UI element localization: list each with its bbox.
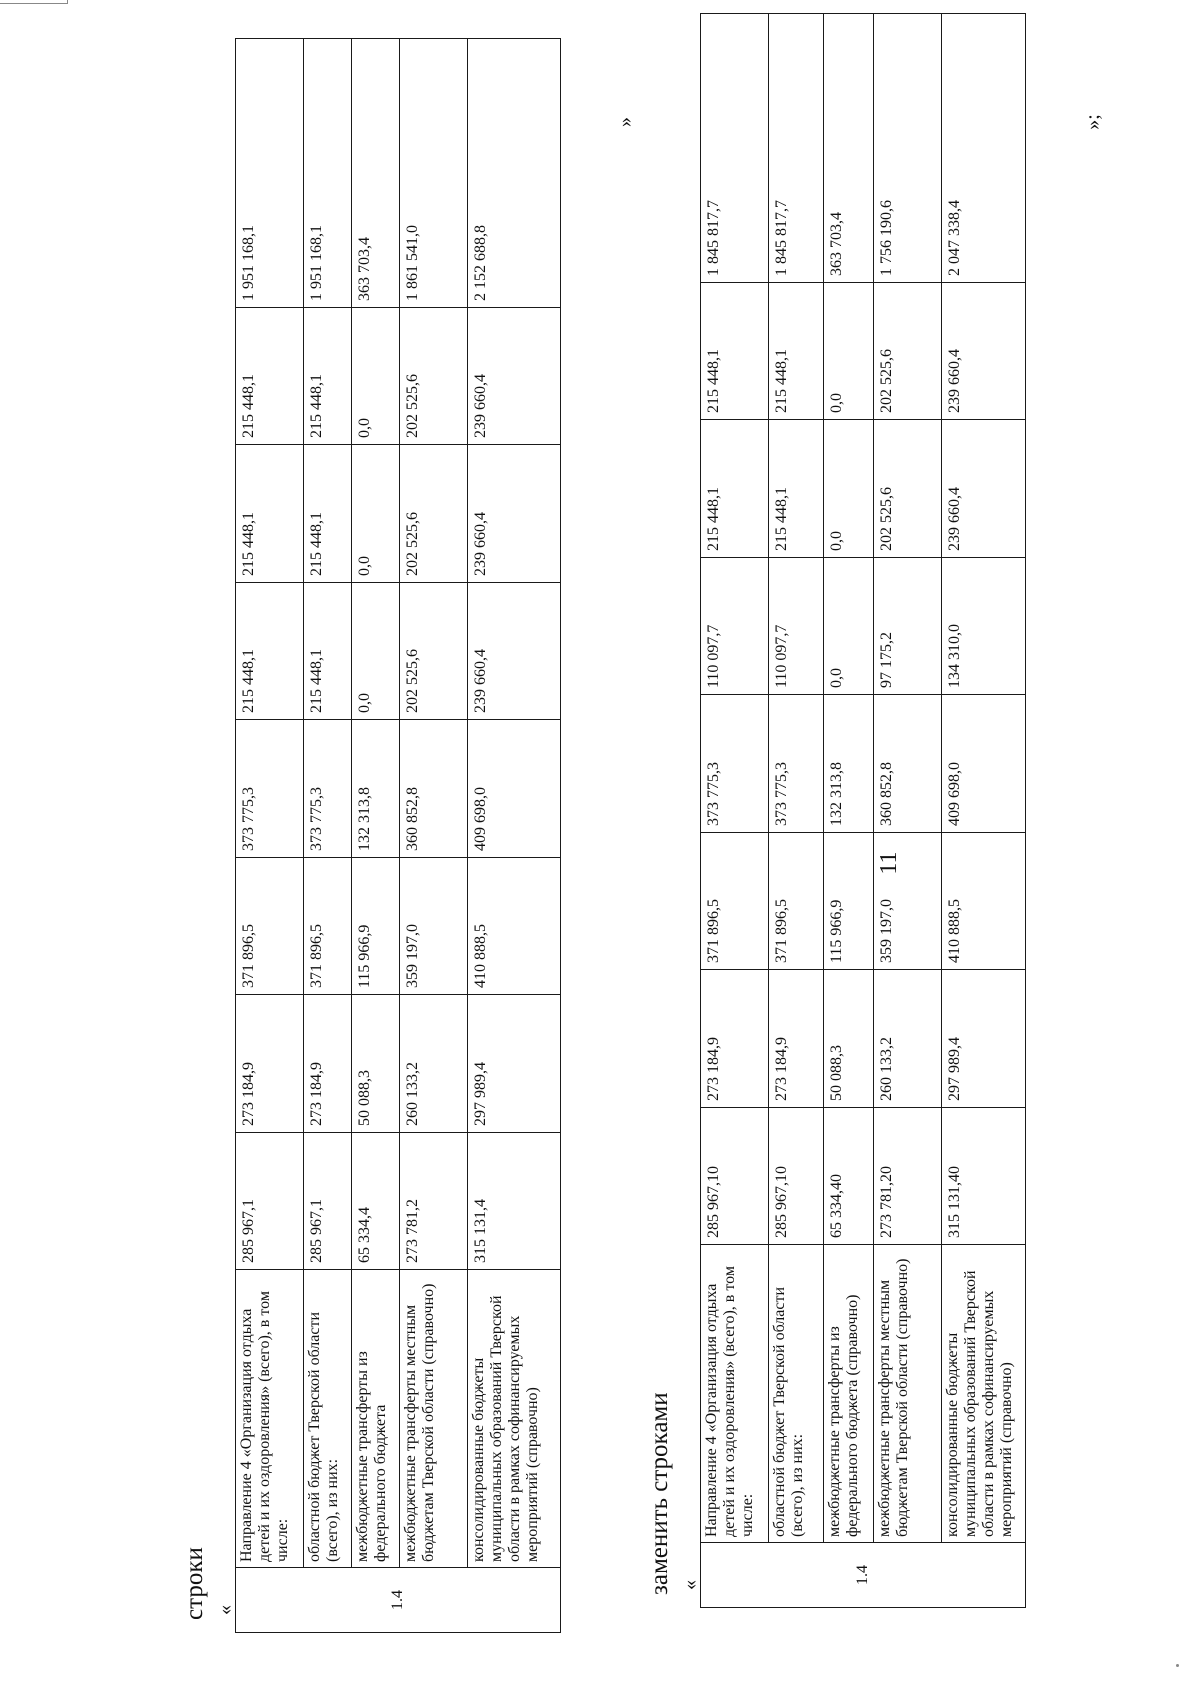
row-label: областной бюджет Тверской области (всего), из них: xyxy=(304,1270,352,1568)
row-label: консолидированные бюджеты муниципальных образований Тверской области в рамках софинансируемых мероприятий (справочно) xyxy=(942,1245,1026,1543)
value-cell: 410 888,5 xyxy=(942,833,1026,970)
table-row xyxy=(874,14,942,1608)
table-row xyxy=(942,14,1026,1608)
value-cell: 285 967,10 xyxy=(701,1108,769,1245)
value-cell: 273 781,20 xyxy=(874,1108,942,1245)
row-label: межбюджетные трансферты из федерального бюджета (справочно) xyxy=(824,1245,874,1543)
table-row xyxy=(304,39,352,1633)
table-row xyxy=(769,14,824,1608)
value-cell: 132 313,8 xyxy=(352,720,400,858)
row-label: Направление 4 «Организация отдыха детей и их оздоровления» (всего), в том числе: xyxy=(236,1270,304,1568)
row-number: 1.4 xyxy=(236,1568,561,1633)
scan-dot-mark xyxy=(1176,1664,1179,1667)
value-cell: 239 660,4 xyxy=(468,583,561,720)
value-cell: 260 133,2 xyxy=(400,995,468,1133)
open-quote: « xyxy=(679,1580,701,1590)
value-cell: 239 660,4 xyxy=(468,308,561,445)
table-row xyxy=(701,14,769,1608)
value-cell: 273 184,9 xyxy=(769,970,824,1108)
value-cell: 0,0 xyxy=(824,420,874,558)
section-heading-block xyxy=(180,39,235,1633)
row-label: Направление 4 «Организация отдыха детей и их оздоровления» (всего), в том числе: xyxy=(701,1245,769,1543)
section-replacement xyxy=(645,14,1025,1608)
value-cell: 202 525,6 xyxy=(400,583,468,720)
row-label: областной бюджет Тверской области (всего), из них: xyxy=(769,1245,824,1543)
value-cell: 373 775,3 xyxy=(769,695,824,833)
value-cell: 97 175,2 xyxy=(874,558,942,695)
value-cell: 215 448,1 xyxy=(236,445,304,583)
value-cell: 260 133,2 xyxy=(874,970,942,1108)
value-cell: 409 698,0 xyxy=(468,720,561,858)
section-heading-block xyxy=(645,14,700,1608)
value-cell: 0,0 xyxy=(352,583,400,720)
row-label: межбюджетные трансферты местным бюджетам Тверской области (справочно) xyxy=(874,1245,942,1543)
value-cell: 110 097,7 xyxy=(769,558,824,695)
value-cell: 285 967,10 xyxy=(769,1108,824,1245)
row-label: консолидированные бюджеты муниципальных образований Тверской области в рамках софинансируемых мероприятий (справочно) xyxy=(468,1270,561,1568)
value-cell: 215 448,1 xyxy=(769,283,824,420)
value-cell: 363 703,4 xyxy=(352,39,400,308)
page-number: 11 xyxy=(876,851,902,875)
close-quote: »; xyxy=(1081,114,1104,130)
budget-table-original xyxy=(235,38,561,1633)
value-cell: 0,0 xyxy=(824,283,874,420)
table-row xyxy=(468,39,561,1633)
value-cell: 134 310,0 xyxy=(942,558,1026,695)
section-original xyxy=(180,39,560,1633)
value-cell: 202 525,6 xyxy=(874,420,942,558)
value-cell: 2 152 688,8 xyxy=(468,39,561,308)
value-cell: 1 845 817,7 xyxy=(701,14,769,283)
budget-table-replacement xyxy=(700,13,1026,1608)
value-cell: 371 896,5 xyxy=(769,833,824,970)
value-cell: 0,0 xyxy=(352,308,400,445)
value-cell: 50 088,3 xyxy=(352,995,400,1133)
value-cell: 1 845 817,7 xyxy=(769,14,824,283)
value-cell: 410 888,5 xyxy=(468,858,561,995)
value-cell: 273 184,9 xyxy=(701,970,769,1108)
value-cell: 202 525,6 xyxy=(400,308,468,445)
value-cell: 0,0 xyxy=(352,445,400,583)
value-cell: 373 775,3 xyxy=(701,695,769,833)
value-cell: 215 448,1 xyxy=(304,308,352,445)
row-label: межбюджетные трансферты местным бюджетам Тверской области (справочно) xyxy=(400,1270,468,1568)
table-row xyxy=(236,39,304,1633)
value-cell: 285 967,1 xyxy=(304,1133,352,1270)
value-cell: 373 775,3 xyxy=(304,720,352,858)
value-cell: 215 448,1 xyxy=(701,283,769,420)
row-label: межбюджетные трансферты из федерального бюджета xyxy=(352,1270,400,1568)
value-cell: 371 896,5 xyxy=(304,858,352,995)
value-cell: 132 313,8 xyxy=(824,695,874,833)
value-cell: 50 088,3 xyxy=(824,970,874,1108)
value-cell: 65 334,4 xyxy=(352,1133,400,1270)
value-cell: 273 184,9 xyxy=(304,995,352,1133)
value-cell: 1 951 168,1 xyxy=(236,39,304,308)
value-cell: 1 861 541,0 xyxy=(400,39,468,308)
value-cell: 115 966,9 xyxy=(352,858,400,995)
value-cell: 239 660,4 xyxy=(942,420,1026,558)
value-cell: 315 131,4 xyxy=(468,1133,561,1270)
value-cell: 373 775,3 xyxy=(236,720,304,858)
scan-edge-mark xyxy=(67,0,68,4)
value-cell: 2 047 338,4 xyxy=(942,14,1026,283)
value-cell: 215 448,1 xyxy=(236,583,304,720)
value-cell: 215 448,1 xyxy=(236,308,304,445)
value-cell: 0,0 xyxy=(824,558,874,695)
value-cell: 363 703,4 xyxy=(824,14,874,283)
value-cell: 273 781,2 xyxy=(400,1133,468,1270)
value-cell: 65 334,40 xyxy=(824,1108,874,1245)
value-cell: 359 197,0 xyxy=(400,858,468,995)
value-cell: 110 097,7 xyxy=(701,558,769,695)
value-cell: 315 131,40 xyxy=(942,1108,1026,1245)
table-row xyxy=(352,39,400,1633)
value-cell: 409 698,0 xyxy=(942,695,1026,833)
value-cell: 371 896,5 xyxy=(701,833,769,970)
value-cell: 359 197,0 xyxy=(874,833,942,970)
value-cell: 371 896,5 xyxy=(236,858,304,995)
value-cell: 215 448,1 xyxy=(769,420,824,558)
value-cell: 297 989,4 xyxy=(942,970,1026,1108)
open-quote: « xyxy=(214,1605,236,1615)
value-cell: 285 967,1 xyxy=(236,1133,304,1270)
value-cell: 202 525,6 xyxy=(400,445,468,583)
section-heading: заменить строками xyxy=(646,1392,673,1595)
value-cell: 239 660,4 xyxy=(468,445,561,583)
value-cell: 1 951 168,1 xyxy=(304,39,352,308)
value-cell: 360 852,8 xyxy=(400,720,468,858)
row-number: 1.4 xyxy=(701,1543,1026,1608)
value-cell: 1 756 190,6 xyxy=(874,14,942,283)
value-cell: 215 448,1 xyxy=(304,583,352,720)
close-quote: » xyxy=(614,117,636,127)
value-cell: 360 852,8 xyxy=(874,695,942,833)
table-row xyxy=(400,39,468,1633)
section-heading: строки xyxy=(181,1547,208,1620)
value-cell: 297 989,4 xyxy=(468,995,561,1133)
table-row xyxy=(824,14,874,1608)
value-cell: 239 660,4 xyxy=(942,283,1026,420)
scan-edge-mark xyxy=(0,3,68,4)
value-cell: 202 525,6 xyxy=(874,283,942,420)
value-cell: 215 448,1 xyxy=(701,420,769,558)
value-cell: 115 966,9 xyxy=(824,833,874,970)
value-cell: 273 184,9 xyxy=(236,995,304,1133)
value-cell: 215 448,1 xyxy=(304,445,352,583)
